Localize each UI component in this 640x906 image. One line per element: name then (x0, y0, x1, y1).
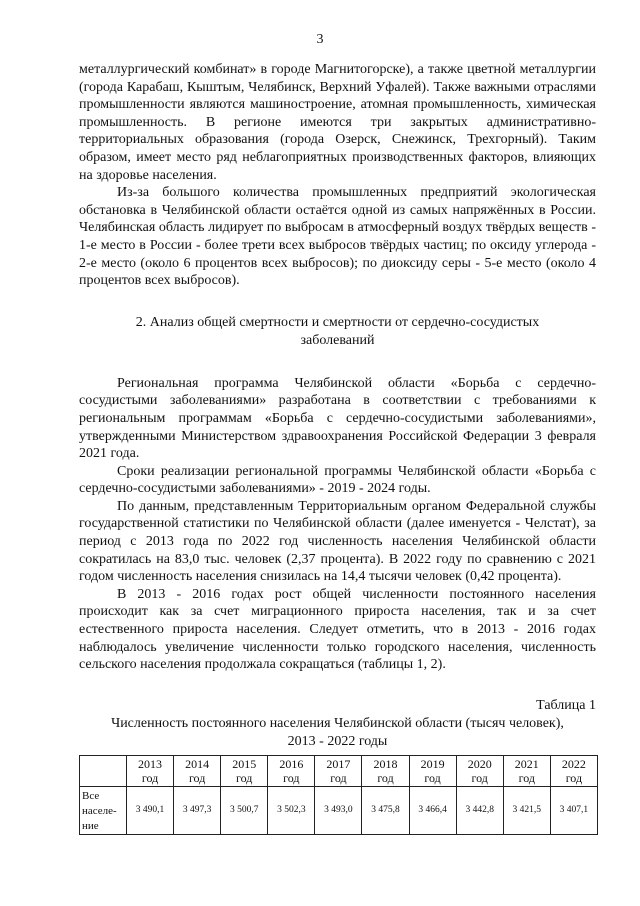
year-header-cell: 2013 год (127, 756, 174, 787)
year-header-cell: 2018 год (362, 756, 409, 787)
table-title (79, 715, 596, 751)
value-cell: 3 493,0 (315, 787, 362, 835)
paragraph: металлургический комбинат» в городе Магнитогорске), а также цветной металлургии (города Карабаш, Кыштым, Челябинск, Верхний Уфалей). Также важными отраслями промышленности являются машиностроение, атомная промышленность, химическая промышленность. В регионе имеются три закрытых административно-территориальных образования (города Озерск, Снежинск, Трехгорный). Таким образом, имеет место ряд неблагоприятных производственных факторов, влияющих на здоровье населения. (79, 62, 596, 183)
section-heading (79, 314, 596, 350)
section-heading-line: заболеваний (300, 332, 375, 348)
document-body (79, 61, 596, 773)
year-header-cell: 2021 год (503, 756, 550, 787)
row-label-cell: Все населе- ние (80, 787, 127, 835)
value-cell: 3 466,4 (409, 787, 456, 835)
value-cell: 3 421,5 (503, 787, 550, 835)
table-label: Таблица 1 (536, 697, 596, 713)
table-row (80, 787, 598, 835)
paragraph: Сроки реализации региональной программы Челябинской области «Борьба с сердечно-сосудистыми заболеваниями» - 2019 - 2024 годы. (79, 463, 596, 497)
value-cell: 3 497,3 (174, 787, 221, 835)
paragraph: В 2013 - 2016 годах рост общей численности постоянного населения происходит как за счет миграционного прироста населения, так и за счет естественного прироста населения. Следует отметить, что в 2013 - 2016 годах наблюдалось увеличение численности только городского населения, численность сельского населения продолжала сокращаться (таблицы 1, 2). (79, 586, 596, 673)
paragraph: По данным, представленным Территориальным органом Федеральной службы государственной статистики по Челябинской области (далее именуется - Челстат), за период с 2013 года по 2022 год численность населения Челябинской области сократилась на 83,0 тыс. человек (2,37 процента). В 2022 году по сравнению с 2021 годом численность населения снизилась на 14,4 тысячи человек (0,42 процента). (79, 498, 596, 585)
year-header-cell: 2014 год (174, 756, 221, 787)
table-header-row (80, 756, 598, 787)
value-cell: 3 407,1 (550, 787, 597, 835)
table-title-line: 2013 - 2022 годы (287, 733, 388, 749)
population-table (79, 755, 598, 835)
page-number: 3 (316, 32, 324, 47)
year-header-cell: 2016 год (268, 756, 315, 787)
table-corner-cell (80, 756, 127, 787)
year-header-cell: 2019 год (409, 756, 456, 787)
table-title-line: Численность постоянного населения Челябинской области (тысяч человек), (111, 715, 564, 731)
value-cell: 3 502,3 (268, 787, 315, 835)
value-cell: 3 490,1 (127, 787, 174, 835)
value-cell: 3 475,8 (362, 787, 409, 835)
value-cell: 3 500,7 (221, 787, 268, 835)
section-heading-line: 2. Анализ общей смертности и смертности от сердечно-сосудистых (135, 314, 540, 330)
year-header-cell: 2015 год (221, 756, 268, 787)
spacer (79, 674, 596, 697)
year-header-cell: 2022 год (550, 756, 597, 787)
paragraph: Из-за большого количества промышленных предприятий экологическая обстановка в Челябинской области остаётся одной из самых напряжённых в России. Челябинская область лидирует по выбросам в атмосферный воздух твёрдых веществ - 1-е место в России - более трети всех выбросов твёрдых частиц; по оксиду углерода - 2-е место (около 6 процентов всех выбросов); по диоксиду серы - 5-е место (около 4 процентов всех выбросов). (79, 185, 596, 289)
year-header-cell: 2017 год (315, 756, 362, 787)
value-cell: 3 442,8 (456, 787, 503, 835)
year-header-cell: 2020 год (456, 756, 503, 787)
paragraph: Региональная программа Челябинской области «Борьба с сердечно-сосудистыми заболеваниями» разработана в соответствии с требованиями к региональным программам «Борьба с сердечно-сосудистыми заболеваниями», утвержденными Министерством здравоохранения Российской Федерации 3 февраля 2021 года. (79, 375, 596, 462)
